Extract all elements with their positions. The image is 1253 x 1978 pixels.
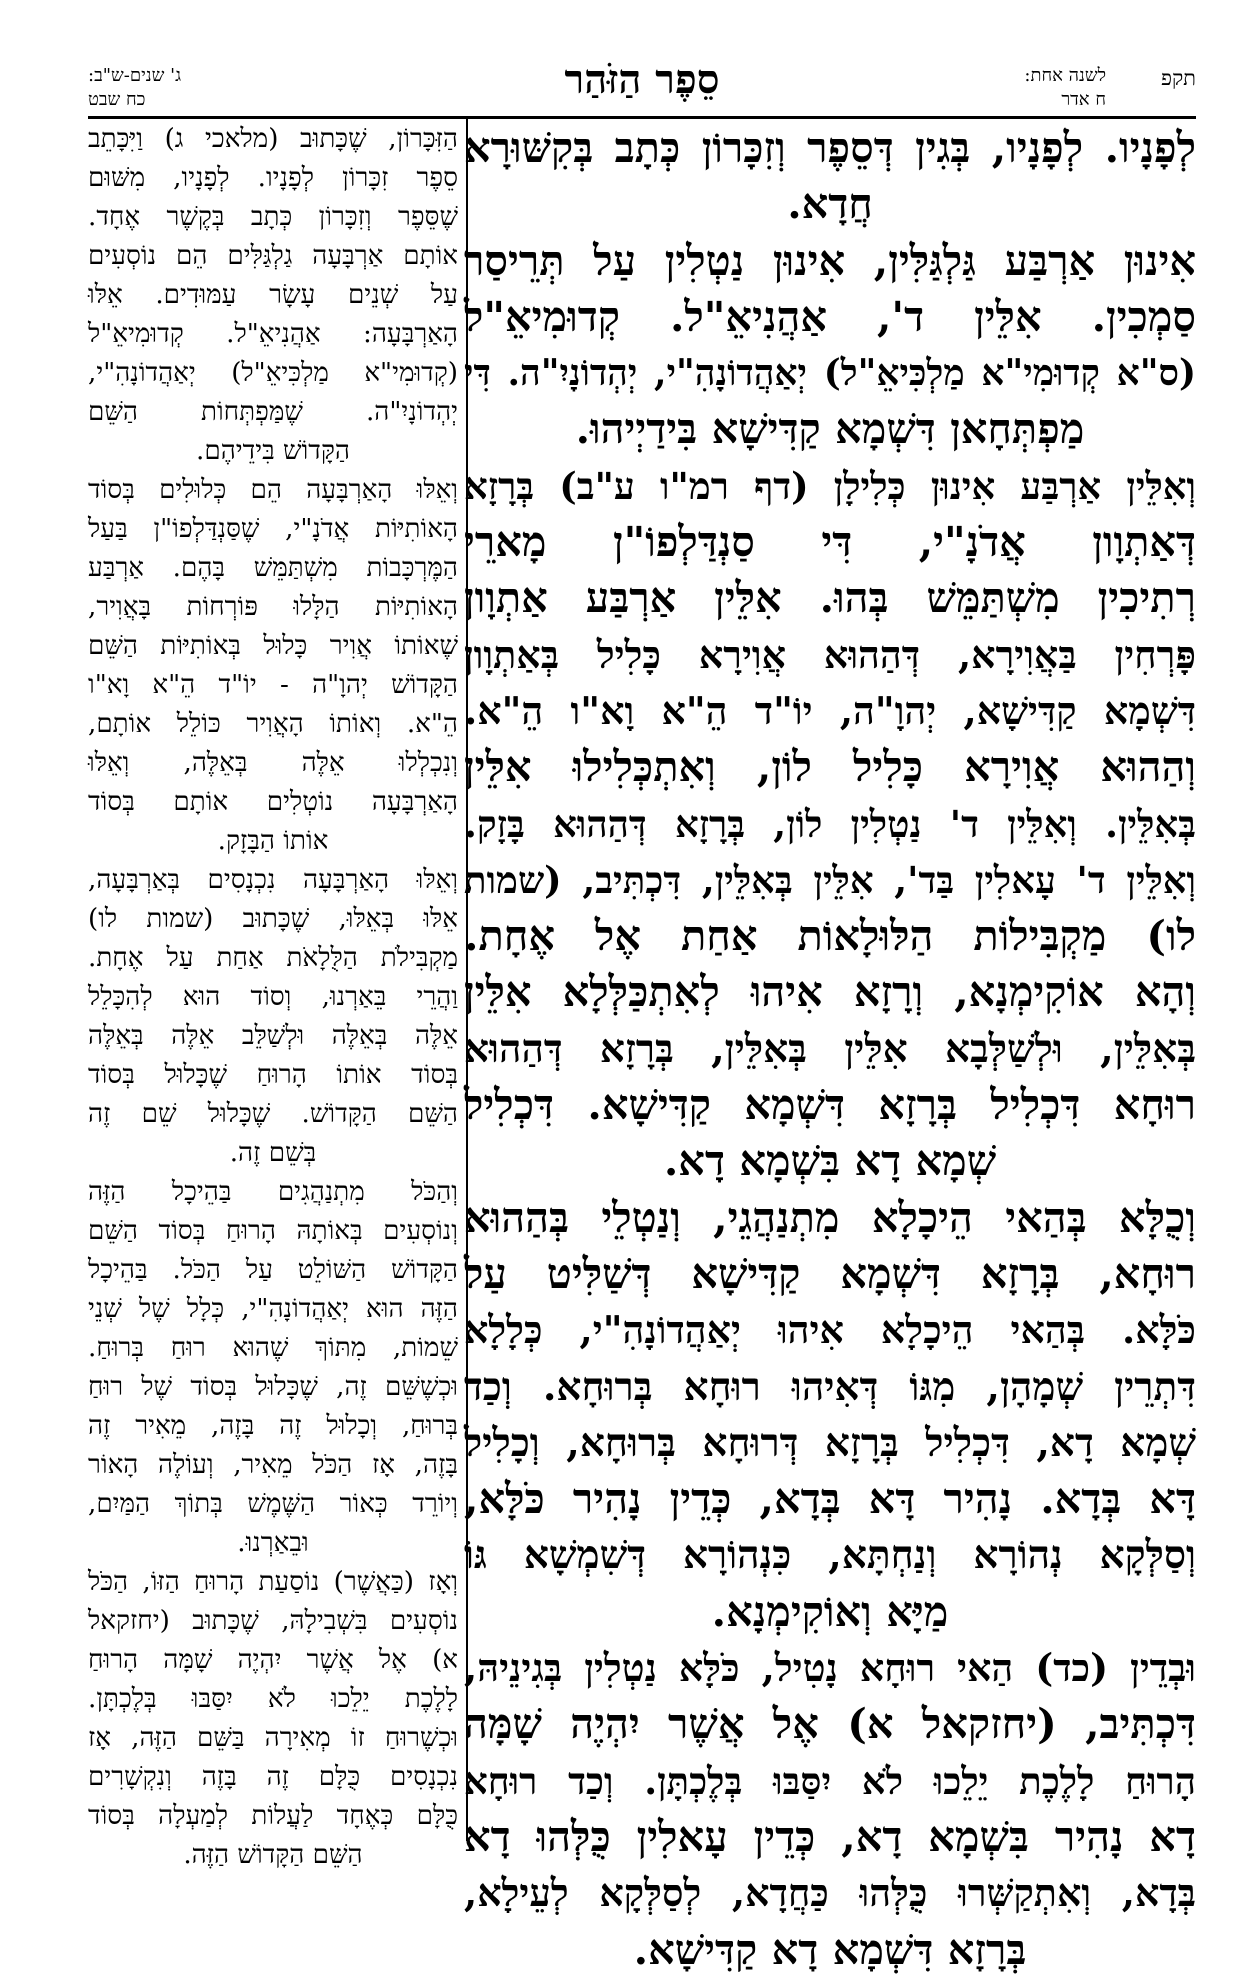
commentary-line: וּכְשֶׁשֵּׁם זֶה, שֶׁכָּלוּל בְּסוֹד שֶׁל רוּחַ [88,1372,458,1402]
commentary-line: וּכְשֶׁרוּחַ זוֹ מְאִירָה בַּשֵּׁם הַזֶּה, אָז [88,1723,458,1753]
schedule-label-left [88,64,181,112]
main-line: כֹּלָּא. בְּהַאי הֵיכָלָא אִיהוּ יְאַהֲדוֹנָהִ"י, כְּלָלָא [464,1307,1196,1353]
commentary-line: הָאַרְבָּעָה: אַהֲנִיאֵ"ל. קְדוּמִיאֵ"ל [88,319,458,349]
main-line: בְּאִלֵּין, וּלְשַׁלְּבָא אִלֵּין בְּאִלֵּין, בְּרָזָא דְּהַהוּא [464,1025,1196,1072]
date-label-left: כח שבט [88,89,146,110]
three-years-label: ג' שנים-ש"ב: [88,65,182,86]
commentary-line: הָאוֹתִיּוֹת הַלָּלוּ פּוֹרְחוֹת בָּאֲוִיר, [88,592,458,622]
main-line: דִּתְרֵין שְׁמָהָן, מִגּוֹ דְּאִיהוּ רוּחָא בְּרוּחָא. וְכַד [464,1363,1196,1410]
commentary-line: הַשֵּׁם הַקָּדוֹשׁ הַזֶּה. [183,1840,363,1870]
main-line: וּבְדֵין (כד) הַאי רוּחָא נָטִיל, כֹּלָּא נַטְלִין בְּגִינֵיהּ, [464,1645,1196,1691]
main-line: אִינוּן אַרְבַּע גַּלְגַּלִּין, אִינוּן נַטְלִין עַל תְּרֵיסַר [464,235,1196,285]
main-line: בְּאִלֵּין. וְאִלֵּין ד' נַטְלִין לוֹן, בְּרָזָא דְּהַהוּא בָּזָק. [464,801,1196,846]
commentary-line: הֵ"א. וְאוֹתוֹ הָאֲוִיר כּוֹלֵל אוֹתָם, [88,709,458,739]
commentary-line: אֵלֶּה בְּאֵלֶּה וּלְשַׁלֵּב אֵלֶּה בְּאֵלֶּה [88,1021,458,1051]
commentary-line: וְאֵלּוּ הָאַרְבָּעָה הֵם כְּלוּלִים בְּסוֹד [88,475,458,505]
main-line: וְהָא אוֹקִימְנָא, וְרָזָא אִיהוּ לְאִתְכַּלְּלָא אִלֵּין [464,967,1196,1017]
main-line: מַפְתְּחָאן דִּשְׁמָא קַדִּישָׁא בִּידַיְיהוּ. [575,404,1085,454]
commentary-line: הַקָּדוֹשׁ בִּידֵיהֶם. [196,436,350,466]
commentary-line: שֵׁמוֹת, מִתּוֹךְ שֶׁהוּא רוּחַ בְּרוּחַ. [88,1333,458,1363]
one-year-label: לשנה אחת: [1024,65,1106,86]
main-line: לְפָנָיו. לְפָנָיו, בְּגִין דְּסֵפֶר וְזִכָּרוֹן כְּתָב בְּקִשּׁוּרָא [464,123,1196,172]
main-line: הָרוּחַ לָלֶכֶת יֵלֵכוּ לֹא יִסַּבּוּ בְּלֶכְתָּן. וְכַד רוּחָא [464,1758,1196,1803]
main-line: דְּאַתְוָון אֲדֹנָ"י, דִּי סַנְדַּלְפוֹ"ן מָארֵי [464,517,1196,567]
book-title: סֵפֶר הַזֹּהַר [564,56,720,103]
commentary-line: הַזֶּה הוּא יְאַהֲדוֹנָהִ"י, כְּלָל שֶׁל שְׁנֵי [88,1294,458,1324]
commentary-line: וְאָז (כַּאֲשֶׁר) נוֹסַעַת הָרוּחַ הַזּוֹ, הַכֹּל [88,1567,458,1597]
main-line: דָא נָהִיר בִּשְׁמָא דָא, כְּדֵין עָאלִין כֻּלְּהוּ דָא [464,1811,1196,1861]
main-line: מַיָּא וְאוֹקִימְנָא. [711,1586,949,1636]
commentary-line: אוֹתוֹ הַבָּזָק. [217,826,329,856]
commentary-line: בְּסוֹד אוֹתוֹ הָרוּחַ שֶׁכָּלוּל בְּסוֹד [88,1060,458,1090]
main-line: רְתִיכִין מִשְׁתַּמֵּשׁ בְּהוּ. אִלֵּין אַרְבַּע אַתְוָון [464,573,1196,623]
main-line: רוּחָא דִּכְלִיל בְּרָזָא דִּשְׁמָא קַדִּישָׁא. דִּכְלִיל [464,1080,1196,1130]
commentary-line: הַזִּכָּרוֹן, שֶׁכָּתוּב (מלאכי ג) וַיִּכָּתֵב [88,124,458,154]
main-line: לו) מַקְבִּילוֹת הַלּוּלָאוֹת אַחַת אֶל אֶחָת. [464,911,1196,961]
commentary-line: כֻּלָּם כְּאֶחָד לַעֲלוֹת לְמַעְלָה בְּסוֹד [88,1801,458,1831]
commentary-line: סֵפֶר זִכָּרוֹן לְפָנָיו. לְפָנָיו, מִשּׁוּם [88,163,458,193]
main-line: וְסַלְּקָא נְהוֹרָא וְנַחְתָּא, כִּנְהוֹרָא דְּשִׁמְשָׁא גּוֹ [464,1532,1196,1579]
main-line: וְכֻלָּא בְּהַאי הֵיכָלָא מִתְנַהֲגֵי, וְנַטְלֵי בְּהַהוּא [464,1192,1196,1242]
commentary-line: הָאוֹתִיּוֹת אֲדֹנָ"י, שֶׁסַּנְדַּלְפוֹ"ן בַּעַל [88,514,458,544]
commentary-line: בָּזֶה, אָז הַכֹּל מֵאִיר, וְעוֹלֶה הָאוֹר [88,1450,458,1480]
commentary-line: בְּשֵׁם זֶה. [229,1138,317,1168]
page-number: תקפ [1160,66,1196,90]
main-line: בְּדָא, וְאִתְקַשְּׁרוּ כֻּלְּהוּ כַּחֲדָא, לְסַלְּקָא לְעֵילָא, [464,1870,1196,1916]
commentary-line: וְנִכְלְלוּ אֵלֶּה בְּאֵלֶּה, וְאֵלּוּ [88,748,458,778]
main-line: דִּכְתִּיב, (יחזקאל א) אֶל אֲשֶׁר יִהְיֶה שָׁמָּה [464,1699,1196,1749]
commentary-line: הַשֵּׁם הַקָּדוֹשׁ. שֶׁכָּלוּל שֵׁם זֶה [88,1099,458,1129]
main-line: דִּשְׁמָא קַדִּישָׁא, יְהוָ"ה, יוֹ"ד הֵ"א וָא"ו הֵ"א. [464,687,1196,733]
main-line: רוּחָא, בְּרָזָא דִּשְׁמָא קַדִּישָׁא דְּשַׁלִּיט עַל [464,1248,1196,1298]
commentary-line: שֶׁאוֹתוֹ אֲוִיר כָּלוּל בְּאוֹתִיּוֹת הַשֵּׁם [88,631,458,661]
commentary-line: וַהֲרֵי בֵּאַרְנוּ, וְסוֹד הוּא לְהִכָּלֵל [88,982,458,1012]
commentary-line: יְהְדוֹנָיִ"ה. שֶׁמַּפְתְּחוֹת הַשֵּׁם [88,397,458,427]
commentary-line: אוֹתָם אַרְבָּעָה גַלְגַּלִּים הֵם נוֹסְעִים [88,241,458,271]
commentary-line: הָאַרְבָּעָה נוֹטְלִים אוֹתָם בְּסוֹד [88,787,458,817]
commentary-line: מַקְבִּילֹת הַלֻּלָאֹת אַחַת עַל אֶחָת. [88,943,458,973]
main-line: פָּרְחִין בַּאֲוִירָא, דְּהַהוּא אֲוִירָא כָּלִיל בְּאַתְוָון [464,631,1196,677]
main-line: (ס"א קְדוּמִי"א מַלְכִּיאֵ"ל) יְאַהֲדוֹנָהִ"י, יְהְדוֹנָיִ"ה. דִּי [464,352,1196,395]
commentary-line: הַקָּדוֹשׁ יְהוָ"ה - יוֹ"ד הֵ"א וָא"ו [88,670,458,700]
date-label-right: ח אדר [1061,89,1106,110]
main-line: שְׁמָא דָא, דִּכְלִיל בְּרָזָא דְּרוּחָא בְּרוּחָא, וְכָלִיל [464,1419,1196,1466]
page-header [88,58,1196,118]
commentary-line: נוֹסְעִים בִּשְׁבִילָהּ, שֶׁכָּתוּב (יחזקאל [88,1606,458,1636]
commentary-line: נִכְנָסִים כֻּלָּם זֶה בָּזֶה וְנִקְשָׁרִים [88,1762,458,1792]
main-line: חֲדָא. [787,179,873,229]
commentary-line: עַל שְׁנֵים עָשָׂר עַמּוּדִים. אֵלּוּ [88,280,458,310]
main-line: וְאִלֵּין אַרְבַּע אִינוּן כְּלִילָן (דף רמ"ו ע"ב) בְּרָזָא [464,463,1196,508]
commentary-line: וּבֵאַרְנוּ. [237,1528,309,1558]
main-text-column [464,120,1196,1974]
commentary-line: שֶׁסֵּפֶר וְזִכָּרוֹן כְּתָב בְּקֶשֶׁר אֶחָד. [88,202,458,232]
main-line: בְּרָזָא דִּשְׁמָא דָא קַדִּישָׁא. [633,1924,1027,1974]
main-line: וְהַהוּא אֲוִירָא כָּלִיל לוֹן, וְאִתְכְּלִילוּ אִלֵּין [464,742,1196,792]
commentary-line: לָלֶכֶת יֵלֵכוּ לֹא יִסַּבּוּ בְּלֶכְתָּן. [88,1684,458,1714]
main-line: סַמְכִין. אִלֵּין ד', אַהֲנִיאֵ"ל. קְדוּמִיאֵ"ל [464,291,1196,341]
commentary-line: וְנוֹסְעִים בְּאוֹתָהּ הָרוּחַ בְּסוֹד הַשֵּׁם [88,1216,458,1246]
commentary-line: בְּרוּחַ, וְכָלוּל זֶה בָּזֶה, מֵאִיר זֶה [88,1411,458,1441]
commentary-line: א) אֶל אֲשֶׁר יִהְיֶה שָׁמָּה הָרוּחַ [88,1645,458,1675]
commentary-line: וְיוֹרֵד כְּאוֹר הַשֶּׁמֶשׁ בְּתוֹךְ הַמַּיִם, [88,1489,458,1519]
commentary-column [88,120,458,1870]
commentary-line: הַקָּדוֹשׁ הַשּׁוֹלֵט עַל הַכֹּל. בַּהֵיכָל [88,1255,458,1285]
commentary-line: וְהַכֹּל מִתְנַהֲגִים בַּהֵיכָל הַזֶּה [88,1177,458,1207]
header-rule [88,116,1196,119]
main-line: שְׁמָא דָא בִּשְׁמָא דָא. [663,1136,997,1186]
commentary-line: הַמֶּרְכָּבוֹת מִשְׁתַּמֵּשׁ בָּהֶם. אַרְבַּע [88,553,458,583]
commentary-line: אֵלּוּ בְּאֵלּוּ, שֶׁכָּתוּב (שמות לו) [88,904,458,934]
commentary-line: (קְדוּמִי"א מַלְכִּיאֵ"ל) יְאַהֲדוֹנָהִ"י, [88,358,458,388]
main-line: דָּא בְּדָא. נָהִיר דָּא בְּדָא, כְּדֵין נָהִיר כֹּלָּא, [464,1474,1196,1524]
main-line: וְאִלֵּין ד' עָאלִין בַּד', אִלֵּין בְּאִלֵּין, דִּכְתִּיב, (שמות [464,857,1196,902]
commentary-line: וְאֵלּוּ הָאַרְבָּעָה נִכְנָסִים בְּאַרְבָּעָה, [88,865,458,895]
